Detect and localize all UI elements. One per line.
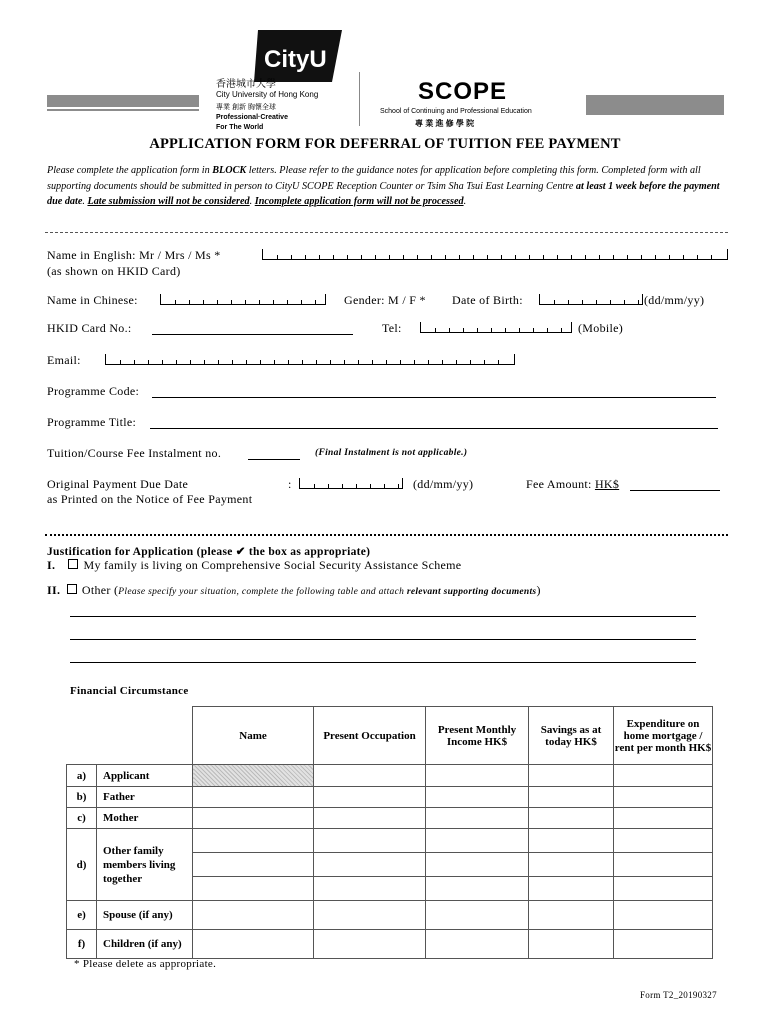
- char-box-divider: [403, 255, 404, 259]
- char-box-divider: [477, 328, 478, 332]
- char-box-divider: [417, 255, 418, 259]
- char-box-divider: [543, 255, 544, 259]
- due-date-label: Original Payment Due Date: [47, 477, 189, 491]
- fee-amount-line[interactable]: [630, 490, 720, 491]
- dob-label: Date of Birth:: [452, 293, 523, 307]
- char-box-divider: [259, 300, 260, 304]
- char-box-divider: [449, 328, 450, 332]
- char-box-divider: [344, 360, 345, 364]
- char-box-divider: [204, 360, 205, 364]
- tel-label: Tel:: [382, 321, 402, 335]
- table-cell[interactable]: [426, 853, 529, 877]
- char-box-divider: [305, 255, 306, 259]
- cityu-logo: [254, 30, 342, 82]
- table-row: [67, 808, 713, 829]
- char-box-divider: [655, 255, 656, 259]
- table-cell[interactable]: [314, 787, 426, 808]
- char-box-divider: [175, 300, 176, 304]
- char-box-divider: [342, 484, 343, 488]
- char-box-divider: [571, 255, 572, 259]
- char-box-divider: [624, 300, 625, 304]
- table-cell[interactable]: [193, 829, 314, 853]
- section-divider: [45, 232, 728, 233]
- char-box-divider: [519, 328, 520, 332]
- char-box-divider: [231, 300, 232, 304]
- table-cell[interactable]: [426, 787, 529, 808]
- row-letter: e): [67, 901, 97, 930]
- scope-full-name: School of Continuing and Professional Education: [380, 108, 532, 115]
- table-cell[interactable]: [614, 901, 713, 930]
- tel-boxes[interactable]: [420, 322, 572, 333]
- char-box-divider: [414, 360, 415, 364]
- char-box-divider: [445, 255, 446, 259]
- programme-code-label: Programme Code:: [47, 384, 140, 398]
- table-cell[interactable]: [193, 930, 314, 959]
- table-row: [67, 930, 713, 959]
- footnote: * Please delete as appropriate.: [74, 958, 217, 970]
- char-box-divider: [533, 328, 534, 332]
- col-header-occupation: Present Occupation: [314, 707, 426, 765]
- form-instructions: Please complete the application form in BLOCK letters. Please refer to the guidance notes for application before completing this form. Completed form with all supporting documents should be submitted in person to CityU SCOPE Reception Counter or Tsim Sha Tsui East Learning Centre at least 1 week before the payment due date. Late submission will not be considered. Incomplete application form will not be processed.: [47, 165, 720, 207]
- hkid-label: HKID Card No.:: [47, 321, 132, 335]
- table-cell[interactable]: [426, 877, 529, 901]
- instalment-label: Tuition/Course Fee Instalment no.: [47, 446, 222, 460]
- table-cell[interactable]: [529, 787, 614, 808]
- table-cell[interactable]: [314, 853, 426, 877]
- char-box-divider: [319, 255, 320, 259]
- cityu-slogan-1: Professional·Creative: [216, 114, 288, 121]
- char-box-divider: [246, 360, 247, 364]
- char-box-divider: [596, 300, 597, 304]
- char-box-divider: [189, 300, 190, 304]
- form-title: APPLICATION FORM FOR DEFERRAL OF TUITION FEE PAYMENT: [149, 136, 621, 152]
- row-letter: c): [67, 808, 97, 829]
- name-english-note: (as shown on HKID Card): [47, 264, 181, 278]
- scope-logo: SCOPE: [418, 78, 508, 105]
- name-english-label: Name in English: Mr / Mrs / Ms *: [47, 248, 221, 262]
- fee-amount-label: Fee Amount: HK$: [526, 477, 620, 491]
- table-cell[interactable]: [614, 853, 713, 877]
- row-label: Children (if any): [97, 930, 193, 959]
- char-box-divider: [683, 255, 684, 259]
- justification-heading: Justification for Application (please ✔ the box as appropriate): [47, 546, 371, 558]
- char-box-divider: [638, 300, 639, 304]
- char-box-divider: [375, 255, 376, 259]
- table-cell[interactable]: [314, 930, 426, 959]
- char-box-divider: [568, 300, 569, 304]
- financial-heading: Financial Circumstance: [70, 685, 189, 697]
- char-box-divider: [501, 255, 502, 259]
- char-box-divider: [398, 484, 399, 488]
- char-box-divider: [389, 255, 390, 259]
- char-box-divider: [456, 360, 457, 364]
- char-box-divider: [529, 255, 530, 259]
- char-box-divider: [314, 484, 315, 488]
- table-cell[interactable]: [614, 829, 713, 853]
- char-box-divider: [330, 360, 331, 364]
- char-box-divider: [316, 360, 317, 364]
- table-cell[interactable]: [426, 808, 529, 829]
- col-header-savings: Savings as at today HK$: [529, 707, 614, 765]
- row-letter: b): [67, 787, 97, 808]
- row-letter: a): [67, 765, 97, 787]
- cityu-english-name: City University of Hong Kong: [216, 90, 319, 99]
- table-cell[interactable]: [314, 901, 426, 930]
- char-box-divider: [356, 484, 357, 488]
- table-cell[interactable]: [529, 829, 614, 853]
- char-box-divider: [442, 360, 443, 364]
- dob-format: (dd/mm/yy): [644, 293, 705, 307]
- char-box-divider: [641, 255, 642, 259]
- programme-code-line[interactable]: [152, 397, 716, 398]
- table-cell[interactable]: [314, 877, 426, 901]
- char-box-divider: [232, 360, 233, 364]
- other-specify-line-1[interactable]: [70, 616, 696, 617]
- char-box-divider: [347, 255, 348, 259]
- due-date-format: (dd/mm/yy): [413, 477, 474, 491]
- char-box-divider: [134, 360, 135, 364]
- char-box-divider: [505, 328, 506, 332]
- char-box-divider: [386, 360, 387, 364]
- char-box-divider: [627, 255, 628, 259]
- char-box-divider: [384, 484, 385, 488]
- email-boxes[interactable]: [105, 354, 515, 365]
- char-box-divider: [328, 484, 329, 488]
- col-header-name: Name: [193, 707, 314, 765]
- table-cell[interactable]: [314, 765, 426, 787]
- row-letter: d): [67, 829, 97, 901]
- char-box-divider: [301, 300, 302, 304]
- table-cell[interactable]: [614, 930, 713, 959]
- cityu-chinese-name: 香港城市大學: [216, 79, 276, 90]
- table-cell[interactable]: [426, 765, 529, 787]
- instalment-note: (Final Instalment is not applicable.): [315, 448, 468, 458]
- cityu-slogan-2: For The World: [216, 124, 264, 131]
- other-specify-line-3[interactable]: [70, 662, 696, 663]
- char-box-divider: [491, 328, 492, 332]
- char-box-divider: [473, 255, 474, 259]
- option-ii: II. Other (Please specify your situation, complete the following table and attach relevant supporting documents): [47, 583, 541, 597]
- table-cell[interactable]: [529, 877, 614, 901]
- due-date-colon: :: [288, 477, 292, 491]
- char-box-divider: [557, 255, 558, 259]
- name-chinese-label: Name in Chinese:: [47, 293, 138, 307]
- table-cell[interactable]: [193, 901, 314, 930]
- char-box-divider: [400, 360, 401, 364]
- table-cell[interactable]: [426, 829, 529, 853]
- scope-chinese-name: 專 業 進 修 學 院: [415, 119, 475, 128]
- table-row: [67, 765, 713, 787]
- char-box-divider: [711, 255, 712, 259]
- char-box-divider: [613, 255, 614, 259]
- row-letter: f): [67, 930, 97, 959]
- mobile-label: (Mobile): [578, 321, 624, 335]
- char-box-divider: [302, 360, 303, 364]
- char-box-divider: [515, 255, 516, 259]
- char-box-divider: [291, 255, 292, 259]
- char-box-divider: [459, 255, 460, 259]
- char-box-divider: [288, 360, 289, 364]
- char-box-divider: [358, 360, 359, 364]
- section-divider-dotted: [45, 534, 728, 536]
- financial-table: [66, 706, 713, 959]
- row-label: Other family members living together: [97, 829, 193, 901]
- due-date-note: as Printed on the Notice of Fee Payment: [47, 492, 253, 506]
- name-english-boxes[interactable]: [262, 249, 728, 260]
- char-box-divider: [120, 360, 121, 364]
- char-box-divider: [287, 300, 288, 304]
- col-header-expenditure: Expenditure on home mortgage / rent per month HK$: [614, 707, 713, 765]
- char-box-divider: [274, 360, 275, 364]
- due-date-boxes[interactable]: [299, 478, 403, 489]
- row-label: Father: [97, 787, 193, 808]
- table-cell[interactable]: [529, 765, 614, 787]
- option-i-checkbox[interactable]: [68, 559, 78, 569]
- row-label: Spouse (if any): [97, 901, 193, 930]
- char-box-divider: [315, 300, 316, 304]
- applicant-name-cell: [193, 765, 314, 787]
- table-cell[interactable]: [529, 930, 614, 959]
- char-box-divider: [260, 360, 261, 364]
- char-box-divider: [547, 328, 548, 332]
- option-ii-checkbox[interactable]: [67, 584, 77, 594]
- header-decor-bar-left: [47, 95, 199, 107]
- other-specify-line-2[interactable]: [70, 639, 696, 640]
- table-cell[interactable]: [529, 808, 614, 829]
- table-row: [67, 901, 713, 930]
- table-row: [67, 787, 713, 808]
- char-box-divider: [218, 360, 219, 364]
- char-box-divider: [190, 360, 191, 364]
- char-box-divider: [697, 255, 698, 259]
- table-cell[interactable]: [614, 787, 713, 808]
- table-cell[interactable]: [614, 808, 713, 829]
- table-cell[interactable]: [314, 829, 426, 853]
- char-box-divider: [333, 255, 334, 259]
- char-box-divider: [585, 255, 586, 259]
- table-cell[interactable]: [193, 877, 314, 901]
- header-decor-line-left: [47, 109, 199, 111]
- table-cell[interactable]: [193, 787, 314, 808]
- gender-label: Gender: M / F *: [344, 293, 426, 307]
- instalment-line[interactable]: [248, 459, 300, 460]
- char-box-divider: [148, 360, 149, 364]
- option-i: I. My family is living on Comprehensive Social Security Assistance Scheme: [47, 558, 462, 572]
- dob-boxes[interactable]: [539, 294, 643, 305]
- char-box-divider: [428, 360, 429, 364]
- char-box-divider: [463, 328, 464, 332]
- table-cell[interactable]: [426, 930, 529, 959]
- char-box-divider: [599, 255, 600, 259]
- form-code: Form T2_20190327: [640, 990, 717, 1000]
- char-box-divider: [203, 300, 204, 304]
- char-box-divider: [361, 255, 362, 259]
- char-box-divider: [277, 255, 278, 259]
- cityu-slogan-cn: 專業 創新 胸懷全球: [216, 104, 276, 111]
- char-box-divider: [487, 255, 488, 259]
- programme-title-line[interactable]: [150, 428, 718, 429]
- table-row: [67, 829, 713, 853]
- char-box-divider: [554, 300, 555, 304]
- table-cell[interactable]: [426, 901, 529, 930]
- char-box-divider: [431, 255, 432, 259]
- table-cell[interactable]: [193, 853, 314, 877]
- email-label: Email:: [47, 353, 81, 367]
- char-box-divider: [498, 360, 499, 364]
- table-cell[interactable]: [314, 808, 426, 829]
- char-box-divider: [370, 484, 371, 488]
- char-box-divider: [273, 300, 274, 304]
- row-label: Applicant: [97, 765, 193, 787]
- col-header-income: Present Monthly Income HK$: [426, 707, 529, 765]
- hkid-input-line[interactable]: [152, 334, 353, 335]
- char-box-divider: [470, 360, 471, 364]
- char-box-divider: [217, 300, 218, 304]
- char-box-divider: [582, 300, 583, 304]
- name-chinese-boxes[interactable]: [160, 294, 326, 305]
- char-box-divider: [435, 328, 436, 332]
- char-box-divider: [610, 300, 611, 304]
- char-box-divider: [176, 360, 177, 364]
- row-label: Mother: [97, 808, 193, 829]
- header-divider: [359, 72, 360, 126]
- char-box-divider: [484, 360, 485, 364]
- table-cell[interactable]: [614, 877, 713, 901]
- header-decor-bar-right: [586, 95, 724, 115]
- table-cell[interactable]: [529, 901, 614, 930]
- programme-title-label: Programme Title:: [47, 415, 137, 429]
- char-box-divider: [245, 300, 246, 304]
- table-cell[interactable]: [529, 853, 614, 877]
- char-box-divider: [561, 328, 562, 332]
- char-box-divider: [669, 255, 670, 259]
- cityu-logo-text: CityU: [264, 46, 327, 73]
- table-cell[interactable]: [193, 808, 314, 829]
- char-box-divider: [162, 360, 163, 364]
- table-cell[interactable]: [614, 765, 713, 787]
- char-box-divider: [372, 360, 373, 364]
